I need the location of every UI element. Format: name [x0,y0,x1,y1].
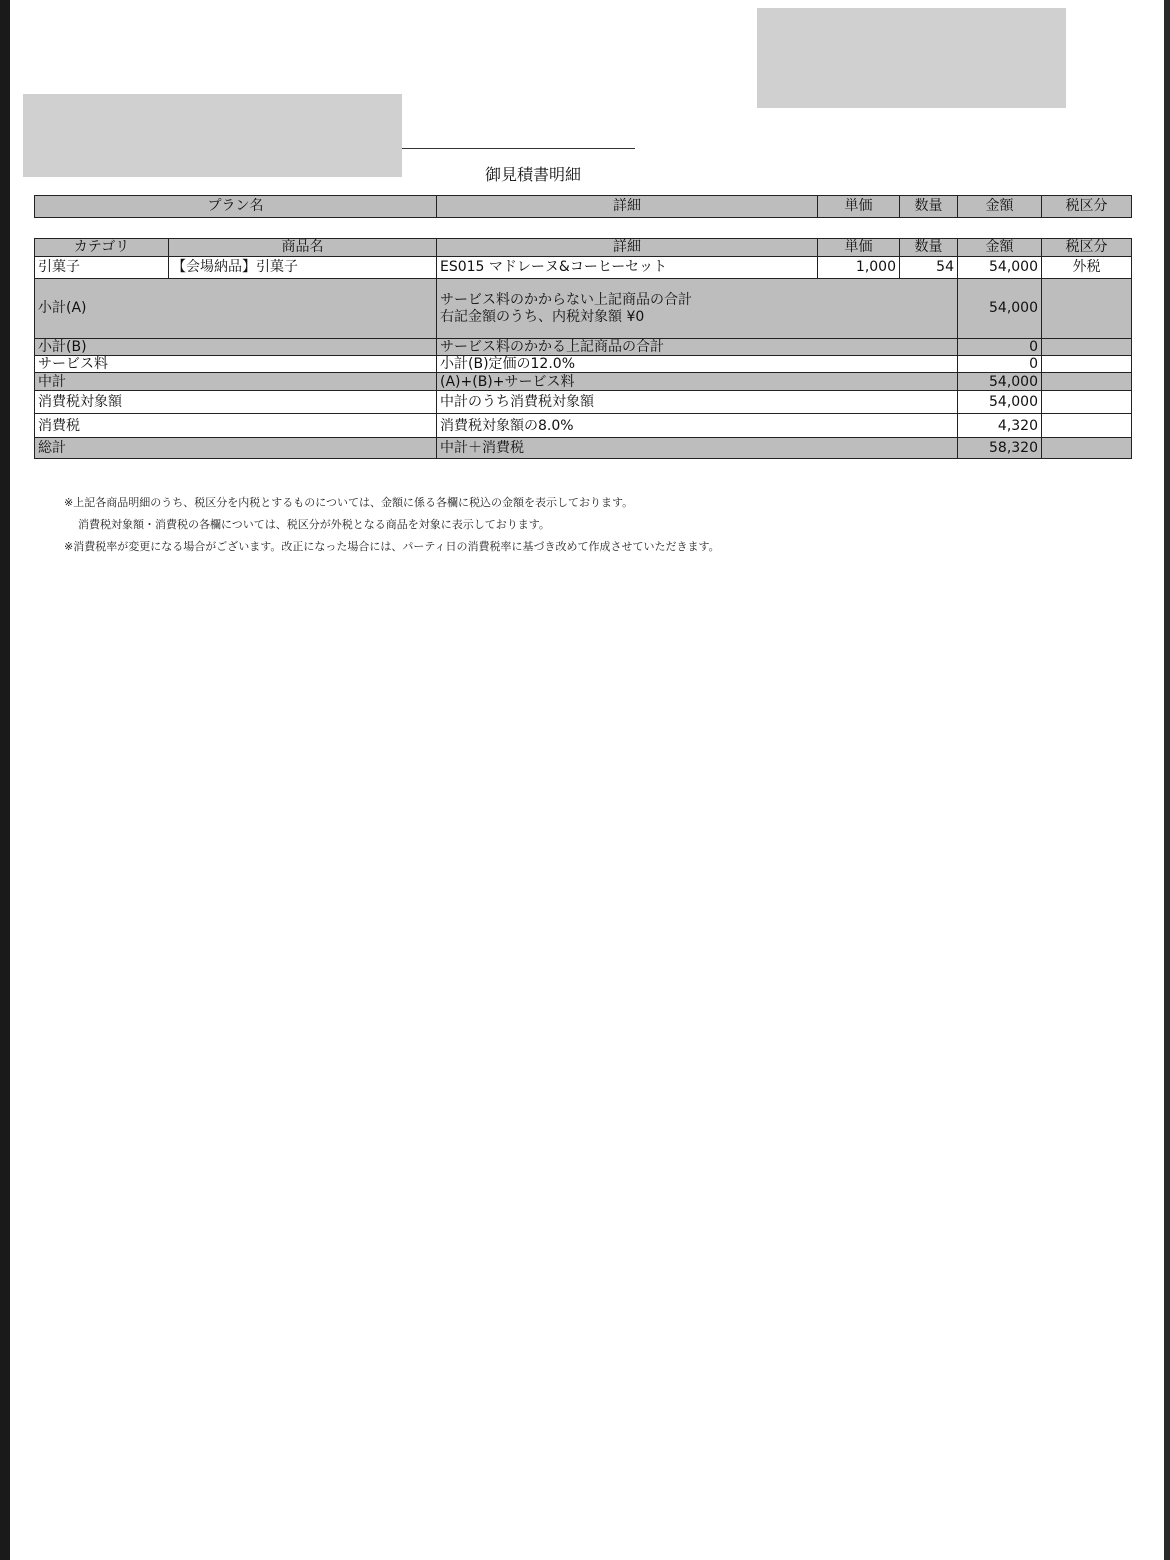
grand-total-detail: 中計＋消費税 [437,438,958,459]
subtotal-b-tax-class [1042,339,1132,356]
item-table [34,238,1132,459]
subtotal-a-detail-line2: 右記金額のうち、内税対象額 ¥0 [440,308,645,325]
consumption-tax-detail: 消費税対象額の8.0% [437,414,958,438]
plan-unit-price-header: 単価 [818,196,900,218]
detail-header: 詳細 [437,239,818,257]
mid-total-tax-class [1042,373,1132,391]
plan-quantity-header: 数量 [900,196,958,218]
subtotal-b-label: 小計(B) [35,339,437,356]
mid-total-row [35,373,1132,391]
subtotal-a-label: 小計(A) [35,279,437,339]
item-tax-class: 外税 [1042,257,1132,279]
amount-header: 金額 [958,239,1042,257]
subtotal-b-row [35,339,1132,356]
item-header-row [35,239,1132,257]
subtotal-a-row [35,279,1132,339]
scan-edge-right [1164,0,1170,1560]
taxable-amount-amount: 54,000 [958,391,1042,414]
grand-total-amount: 58,320 [958,438,1042,459]
plan-header-row [35,196,1132,218]
item-detail: ES015 マドレーヌ&コーヒーセット [437,257,818,279]
mid-total-amount: 54,000 [958,373,1042,391]
redacted-block-top-right [757,8,1066,108]
plan-name-header: プラン名 [35,196,437,218]
taxable-amount-detail: 中計のうち消費税対象額 [437,391,958,414]
table-row [35,257,1132,279]
service-fee-row [35,356,1132,373]
consumption-tax-tax-class [1042,414,1132,438]
subtotal-a-detail-line1: サービス料のかからない上記商品の合計 [440,292,692,309]
item-product: 【会場納品】引菓子 [169,257,437,279]
subtotal-a-amount: 54,000 [958,279,1042,339]
unit-price-header: 単価 [818,239,900,257]
subtotal-a-detail [437,279,958,339]
item-amount: 54,000 [958,257,1042,279]
consumption-tax-label: 消費税 [35,414,437,438]
scan-edge-left [0,0,10,1560]
service-fee-amount: 0 [958,356,1042,373]
document-title: 御見積書明細 [484,165,581,184]
taxable-amount-label: 消費税対象額 [35,391,437,414]
service-fee-label: サービス料 [35,356,437,373]
item-category: 引菓子 [35,257,169,279]
item-unit-price: 1,000 [818,257,900,279]
plan-detail-header: 詳細 [437,196,818,218]
consumption-tax-amount: 4,320 [958,414,1042,438]
taxable-amount-tax-class [1042,391,1132,414]
subtotal-b-amount: 0 [958,339,1042,356]
grand-total-label: 総計 [35,438,437,459]
mid-total-detail: (A)+(B)+サービス料 [437,373,958,391]
note-tax-inclusive: ※上記各商品明細のうち、税区分を内税とするものについては、金額に係る各欄に税込の金額を表示しております。 [64,496,634,509]
consumption-tax-row [35,414,1132,438]
grand-total-tax-class [1042,438,1132,459]
subtotal-b-detail: サービス料のかかる上記商品の合計 [437,339,958,356]
plan-amount-header: 金額 [958,196,1042,218]
note-tax-exclusive: 消費税対象額・消費税の各欄については、税区分が外税となる商品を対象に表示しております。 [78,518,550,531]
product-header: 商品名 [169,239,437,257]
plan-table [34,195,1132,218]
taxable-amount-row [35,391,1132,414]
category-header: カテゴリ [35,239,169,257]
note-tax-rate-change: ※消費税率が変更になる場合がございます。改正になった場合には、パーティ日の消費税率に基づき改めて作成させていただきます。 [64,540,720,553]
subtotal-a-tax-class [1042,279,1132,339]
addressee-underline [402,148,635,149]
item-quantity: 54 [900,257,958,279]
tax-class-header: 税区分 [1042,239,1132,257]
service-fee-tax-class [1042,356,1132,373]
grand-total-row [35,438,1132,459]
quantity-header: 数量 [900,239,958,257]
notes [64,492,720,558]
service-fee-detail: 小計(B)定価の12.0% [437,356,958,373]
plan-tax-class-header: 税区分 [1042,196,1132,218]
mid-total-label: 中計 [35,373,437,391]
